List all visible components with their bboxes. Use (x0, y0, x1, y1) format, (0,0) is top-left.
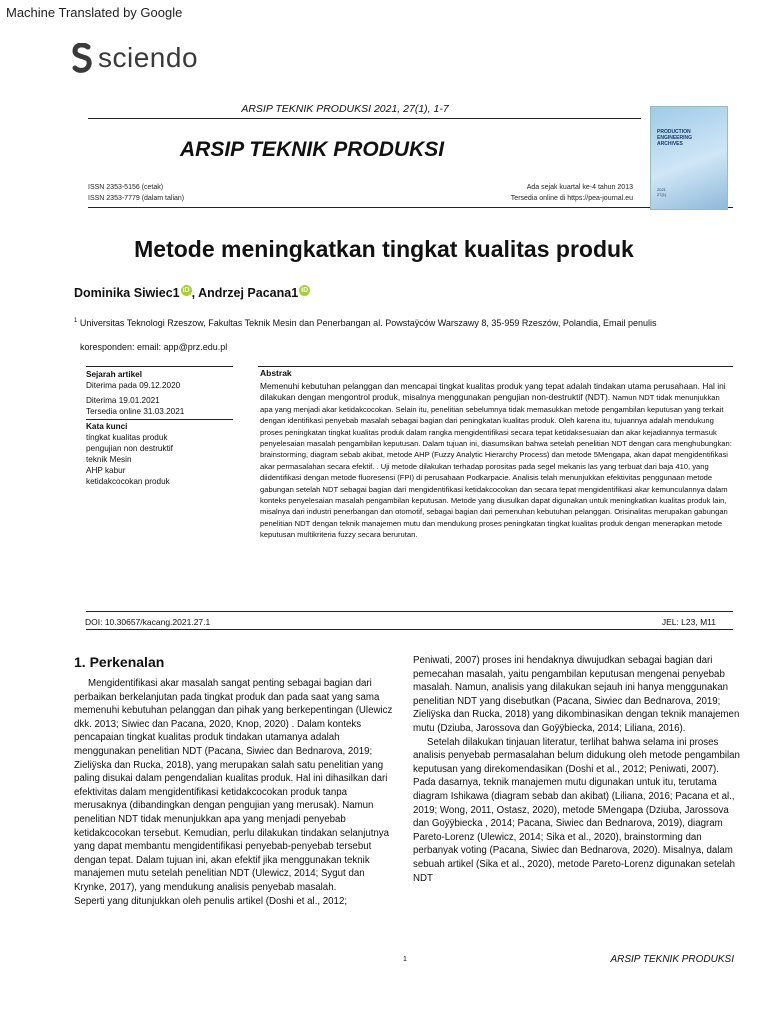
journal-cover-image (650, 106, 728, 210)
corresponding-email: koresponden: email: app@prz.edu.pl (80, 342, 228, 352)
machine-translation-banner: Machine Translated by Google (6, 5, 183, 20)
issn-online: ISSN 2353-7779 (dalam talian) (88, 195, 185, 202)
keyword-item: teknik Mesin (86, 455, 132, 464)
body-paragraph: Peniwati, 2007) proses ini hendaknya diwujudkan sebagai bagian dari pemecahan masalah, yaitu pengambilan keputusan mengenai penyebab masalah. Namun, analisis yang dilakukan sejauh ini hanya menggunakan penelitian NDT yang disebutkan (Pacana, Siwiec dan Bednarova, 2019; Zieliÿska dan Rucka, 2018) yang dikombinasikan dengan teknik manajemen mutu (Dziuba, Jarossova dan Goÿÿbiecka, 2014; Liliana, 2016). (413, 655, 740, 734)
affiliation-text: Universitas Teknologi Rzeszow, Fakultas Teknik Mesin dan Penerbangan al. Powstaÿców Warszawy 8, 35-959 Rzeszów, Polandia, Email penulis (79, 318, 657, 328)
journal-reference: ARSIP TEKNIK PRODUKSI 2021, 27(1), 1-7 (241, 103, 449, 115)
abstract-body: Namun NDT tidak menunjukkan apa yang menjadi akar ketidakcocokan. Selain itu, penelitian sebelumnya tidak memasukkan metode pengambilan keputusan yang terkait dengan identifikasi penyebab masalah sebagai bagian dari peningkatan kualitas produk. Oleh karena itu, tujuannya adalah mendukung proses peningkatan tingkat kualitas produk dalam rangka mengidentifikasi secara tepat ketidaksesuaian dan akar kejadiannya termasuk penyelesaian masalah pengambilan keputusan. Dalam tujuan ini, diasumsikan bahwa setelah penelitian NDT dengan cara menghubungkan: brainstorming, diagram sebab akibat, metode AHP (Fuzzy Analytic Hierarchy Process) dan metode 5Mengapa, akan dapat mengidentifikasi akar permasalahan secara efektif. . Uji metode dilakukan terhadap porositas pada segel mekanis las yang terbuat dari baja 410, yang diidentifikasi dengan metode fluoresensi (FPI) di perusahaan Podkarpacie. Analisis telah menunjukkan efektivitas penggunaan metode gabungan setelah NDT sebagai bagian dari mengidentifikasi ketidakcocokan dan secara tepat mengidentifikasi akar kemunculannya dalam konteks penyelesaian masalah pengambilan keputusan. Metode yang diusulkan dapat digunakan untuk meningkatkan kualitas produk lain, misalnya dari industri penerbangan dan otomotif, sebagai bagian dari pemenuhan kebutuhan pelanggan. Orisinalitas merupakan gabungan penelitian NDT dengan teknik manajemen mutu dan mendukung proses peningkatan tingkat kualitas produk dengan menerapkan metode keputusan multikriteria fuzzy secara berurutan. (260, 393, 732, 540)
keywords-label: Kata kunci (86, 422, 128, 431)
abstract-text (260, 381, 733, 541)
abstract-lead: Memenuhi kebutuhan pelanggan dan mencapai tingkat kualitas produk yang tepat adalah tindakan utama perusahaan. Hal ini dilakukan dengan mengontrol produk, misalnya menggunakan pengujian non-destruktif (NDT). (260, 381, 726, 403)
jel-codes: JEL: L23, M11 (661, 617, 716, 627)
page-number: 1 (403, 956, 407, 963)
abstract-rule-top (258, 366, 733, 367)
affiliation-mark: 1 (74, 318, 78, 324)
cover-footer: 2021 27(1) (657, 187, 667, 197)
doi: DOI: 10.30657/kacang.2021.27.1 (85, 617, 211, 627)
logo-text: sciendo (98, 42, 199, 73)
body-paragraph: Mengidentifikasi akar masalah sangat penting sebagai bagian dari perbaikan berkelanjutan pada tingkat produk dan pada saat yang sama memenuhi kebutuhan pelanggan dan pihak yang berkepentingan (Ulewicz dkk. 2013; Siwiec dan Pacana, 2020, Knop, 2020) . Dalam konteks pencapaian tingkat kualitas produk tindakan utamanya adalah menggunakan penelitian NDT (Pacana, Siwiec dan Bednarova, 2019; Zieliÿska dan Rucka, 2018), yang merupakan salah satu penelitian yang paling disukai dalam pengendalian kualitas produk. Hal ini dihasilkan dari efektivitas dalam mengidentifikasi ketidakcocokan produk tanpa merusaknya (dibandingkan dengan pengujian yang merusak). Namun penelitian NDT tidak menunjukkan apa yang menjadi penyebab ketidakcocokan tersebut. Kemudian, perlu dilakukan tindakan selanjutnya yang dapat membantu mengidentifikasi penyebab-penyebab tersebut dengan tepat. Dalam tujuan ini, akan efektif jika menggunakan teknik manajemen mutu setelah penelitian NDT (Ulewicz, 2014; Sygut dan Krynke, 2017), yang mendukung analisis penyebab masalah. (74, 678, 393, 893)
online-date: Tersedia online 31.03.2021 (86, 407, 185, 416)
section-heading: 1. Perkenalan (74, 654, 165, 670)
author-list (74, 285, 310, 300)
orcid-icon[interactable]: iD (182, 287, 190, 294)
publication-since: Ada sejak kuartal ke-4 tahun 2013 (526, 184, 633, 191)
online-availability: Tersedia online di https://pea-journal.eu (510, 195, 633, 202)
body-paragraph: Seperti yang ditunjukkan oleh penulis artikel (Doshi et al., 2012; (74, 895, 348, 907)
author-affiliation-mark: 1 (291, 286, 299, 300)
doi-rule (86, 629, 733, 630)
affiliation (74, 318, 656, 328)
header-rule-bottom (88, 207, 733, 208)
sciendo-logo (72, 42, 198, 74)
running-footer: ARSIP TEKNIK PRODUKSI (610, 954, 734, 965)
text-column-left (74, 677, 399, 908)
sciendo-logo-icon (72, 43, 92, 73)
abstract-heading: Abstrak (260, 368, 292, 378)
abstract-rule-bottom (86, 611, 733, 612)
header-rule-top (88, 118, 641, 119)
keyword-item: tingkat kualitas produk (86, 433, 168, 442)
author-separator: , (191, 286, 199, 300)
keyword-item: ketidakcocokan produk (86, 477, 170, 486)
history-label: Sejarah artikel (86, 370, 142, 379)
article-info-sidebar (86, 369, 236, 487)
author-name: Dominika Siwiec (74, 286, 173, 300)
author-name: Andrzej Pacana (198, 286, 292, 300)
keyword-item: AHP kabur (86, 466, 126, 475)
received-date: Diterima pada 09.12.2020 (86, 381, 181, 390)
author-affiliation-mark: 1 (172, 286, 180, 300)
keyword-item: pengujian non destruktif (86, 444, 173, 453)
accepted-date: Diterima 19.01.2021 (86, 396, 160, 405)
body-paragraph: Setelah dilakukan tinjauan literatur, terlihat bahwa selama ini proses analisis penyebab permasalahan belum didukung oleh metode pengambilan keputusan yang direkomendasikan (Doshi et al., 2012; Peniwati, 2007). Pada dasarnya, teknik manajemen mutu digunakan untuk itu, terutama diagram Ishikawa (diagram sebab dan akibat) (Liliana, 2016; Pacana et al., 2019; Wong, 2011, Ostasz, 2020), metode 5Mengapa (Dziuba, Jarossova dan Goÿÿbiecka , 2014; Pacana, Siwiec dan Bednarova, 2019), diagram Pareto-Lorenz (Ulewicz, 2014; Sika et al., 2020), brainstorming dan perbanyak voting (Pacana, Siwiec dan Bednarova, 2020). Misalnya, dalam sebuah artikel (Sika et al., 2020), metode Pareto-Lorenz digunakan setelah NDT (413, 736, 740, 884)
text-column-right (413, 654, 743, 885)
orcid-icon[interactable]: iD (301, 287, 309, 294)
cover-title: PRODUCTION ENGINEERING ARCHIVES (657, 129, 693, 147)
issn-print: ISSN 2353-5156 (cetak) (88, 184, 164, 191)
article-title: Metode meningkatkan tingkat kualitas produk (134, 236, 634, 262)
sidebar-rule (86, 366, 233, 367)
journal-name: ARSIP TEKNIK PRODUKSI (180, 138, 445, 161)
